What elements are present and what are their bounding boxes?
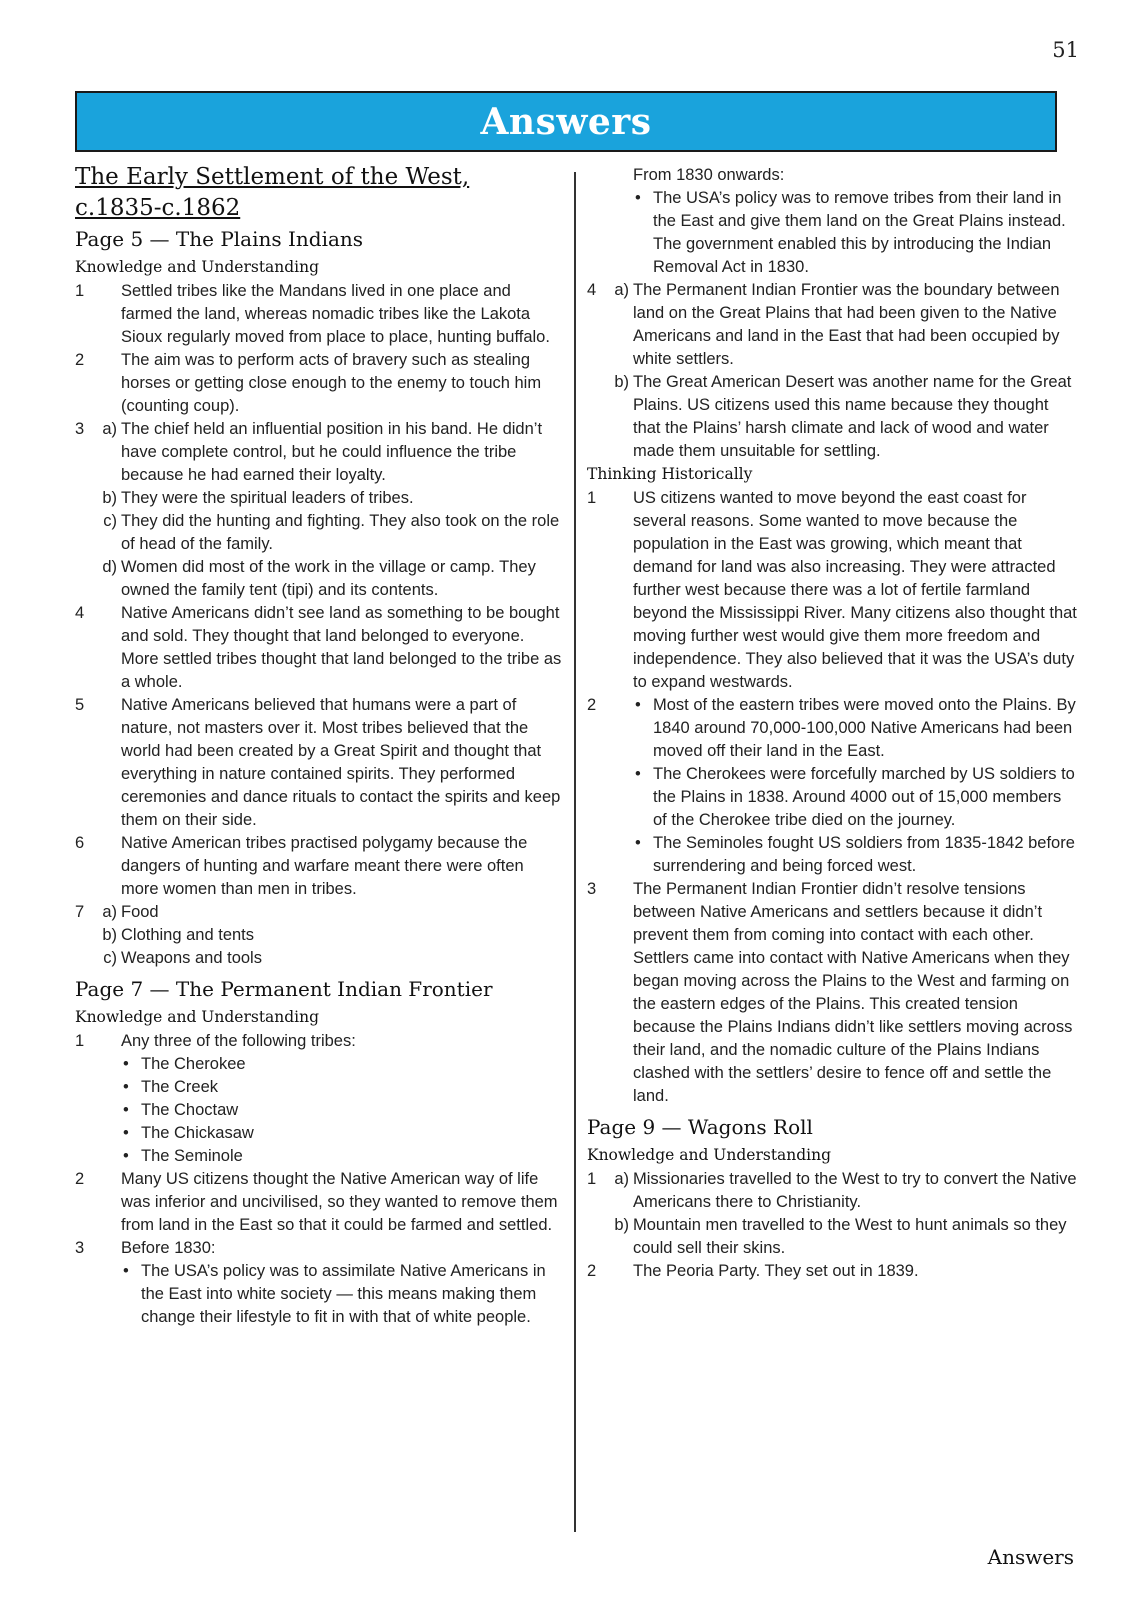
answer-text: The aim was to perform acts of bravery such as stealing horses or getting close enough to the enemy to touch him (counting coup). <box>121 351 542 415</box>
section-title-line2: c.1835-c.1862 <box>75 195 241 221</box>
answer-item <box>75 556 563 602</box>
answer-item <box>587 1168 1077 1214</box>
question-part: b) <box>614 1216 629 1234</box>
banner-title: Answers <box>480 100 652 143</box>
bullet-item: • The Choctaw <box>121 1099 563 1122</box>
answer-item <box>587 1214 1077 1260</box>
question-number: 1 <box>587 1170 597 1188</box>
answer-item <box>587 694 1077 878</box>
answer-item <box>587 878 1077 1108</box>
bullet-list <box>121 1260 563 1329</box>
question-part: b) <box>102 926 117 944</box>
answer-item <box>75 1237 563 1329</box>
page-7-heading: Page 7 — The Permanent Indian Frontier <box>75 977 493 1001</box>
question-part: a) <box>614 1170 629 1188</box>
bullet-item: • The USA’s policy was to remove tribes from their land in the East and give them land on the Great Plains instead. The government enabled this by introducing the Indian Removal Act in 1830. <box>633 187 1077 279</box>
answer-item <box>75 602 563 694</box>
bullet-item: • The Seminole <box>121 1145 563 1168</box>
answer-item <box>75 487 563 510</box>
answer-item <box>587 279 1077 371</box>
answer-item <box>75 510 563 556</box>
left-column <box>75 162 563 1329</box>
answer-item <box>75 1030 563 1168</box>
answer-text: Native Americans didn’t see land as something to be bought and sold. They thought that land belonged to everyone. More settled tribes thought that land belonged to the tribe as a whole. <box>121 604 562 691</box>
answer-item <box>75 280 563 349</box>
column-divider <box>574 172 576 1532</box>
question-part: a) <box>102 903 117 921</box>
answer-item <box>587 164 1077 279</box>
answer-item <box>75 832 563 901</box>
answer-text: Missionaries travelled to the West to try to convert the Native Americans there to Christianity. <box>633 1170 1077 1211</box>
question-number: 2 <box>587 1262 597 1280</box>
question-number: 6 <box>75 834 85 852</box>
question-number: 3 <box>75 420 85 438</box>
bullet-list <box>121 1053 563 1168</box>
footer-label: Answers <box>987 1545 1074 1569</box>
question-number: 1 <box>75 282 85 300</box>
answer-text: Settled tribes like the Mandans lived in one place and farmed the land, whereas nomadic tribes like the Lakota Sioux regularly moved from place to place, hunting buffalo. <box>121 282 550 346</box>
answer-item <box>587 487 1077 694</box>
question-number: 5 <box>75 696 85 714</box>
question-part: c) <box>103 512 117 530</box>
answer-text: The Peoria Party. They set out in 1839. <box>633 1262 919 1280</box>
question-number: 4 <box>75 604 85 622</box>
question-number: 7 <box>75 903 85 921</box>
answer-item <box>75 418 563 487</box>
question-part: a) <box>102 420 117 438</box>
knowledge-subheading: Knowledge and Understanding <box>75 1008 320 1026</box>
question-part: c) <box>103 949 117 967</box>
answer-text: Many US citizens thought the Native American way of life was inferior and uncivilised, so they wanted to remove them from land in the East so that it could be farmed and settled. <box>121 1170 558 1234</box>
answer-text: The Permanent Indian Frontier was the boundary between land on the Great Plains that had been given to the Native Americans and land in the East that had been occupied by white settlers. <box>633 281 1060 368</box>
bullet-item: • Most of the eastern tribes were moved onto the Plains. By 1840 around 70,000-100,000 Native Americans had been moved off their land in the East. <box>633 694 1077 763</box>
question-part: b) <box>102 489 117 507</box>
page-9-heading: Page 9 — Wagons Roll <box>587 1115 813 1139</box>
bullet-item: • The USA’s policy was to assimilate Native Americans in the East into white society — this means making them change their lifestyle to fit in with that of white people. <box>121 1260 563 1329</box>
question-number: 1 <box>587 489 597 507</box>
section-title-line1: The Early Settlement of the West, <box>75 164 470 190</box>
question-number: 2 <box>587 696 597 714</box>
bullet-list <box>633 694 1077 878</box>
answer-text: Before 1830: <box>121 1239 216 1257</box>
answer-text: Mountain men travelled to the West to hunt animals so they could sell their skins. <box>633 1216 1067 1257</box>
answer-text: US citizens wanted to move beyond the east coast for several reasons. Some wanted to move because the population in the East was growing, which meant that demand for land was also increasing. They were attracted further west because there was a lot of fertile farmland beyond the Mississippi River. Many citizens also thought that moving further west would give them more freedom and independence. They also believed that it was the USA’s duty to expand westwards. <box>633 489 1077 691</box>
answer-item <box>75 1168 563 1237</box>
bullet-item: • The Chickasaw <box>121 1122 563 1145</box>
answer-text: Native American tribes practised polygamy because the dangers of hunting and warfare meant there were often more women than men in tribes. <box>121 834 528 898</box>
answer-item <box>75 947 563 970</box>
question-number: 2 <box>75 351 85 369</box>
answer-text: Native Americans believed that humans were a part of nature, not masters over it. Most tribes believed that the world had been created by a Great Spirit and thought that everything in nature contained spirits. They performed ceremonies and dance rituals to contact the spirits and keep them on their side. <box>121 696 561 829</box>
answer-text: They were the spiritual leaders of tribes. <box>121 489 414 507</box>
question-number: 1 <box>75 1032 85 1050</box>
right-column <box>587 164 1077 1283</box>
bullet-item: • The Creek <box>121 1076 563 1099</box>
question-number: 3 <box>75 1239 85 1257</box>
page-number: 51 <box>1052 38 1079 62</box>
answers-banner <box>75 91 1057 152</box>
answer-text: The Permanent Indian Frontier didn’t resolve tensions between Native Americans and settlers because it didn’t prevent them from coming into contact with each other. Settlers came into contact with Native Americans when they began moving across the Plains to the West and farming on the eastern edges of the Plains. This created tension because the Plains Indians didn’t like settlers moving across their land, and the nomadic culture of the Plains Indians clashed with the settlers’ desire to fence off and settle the land. <box>633 880 1073 1105</box>
answer-text: Weapons and tools <box>121 949 262 967</box>
answer-item <box>587 371 1077 463</box>
question-part: b) <box>614 373 629 391</box>
question-part: a) <box>614 281 629 299</box>
answer-item <box>75 901 563 924</box>
answer-item <box>75 694 563 832</box>
answer-text: Any three of the following tribes: <box>121 1032 356 1050</box>
question-part: d) <box>102 558 117 576</box>
answer-text: Clothing and tents <box>121 926 255 944</box>
page-5-heading: Page 5 — The Plains Indians <box>75 227 364 251</box>
bullet-item: • The Seminoles fought US soldiers from 1835-1842 before surrendering and being forced west. <box>633 832 1077 878</box>
bullet-list <box>633 187 1077 279</box>
thinking-historically-subheading: Thinking Historically <box>587 465 753 483</box>
question-number: 2 <box>75 1170 85 1188</box>
answer-item <box>75 349 563 418</box>
bullet-item: • The Cherokees were forcefully marched by US soldiers to the Plains in 1838. Around 4000 out of 15,000 members of the Cherokee tribe died on the journey. <box>633 763 1077 832</box>
question-number: 3 <box>587 880 597 898</box>
answer-item <box>75 924 563 947</box>
answer-text: Women did most of the work in the village or camp. They owned the family tent (tipi) and its contents. <box>121 558 536 599</box>
answer-text: The chief held an influential position in his band. He didn’t have complete control, but he could influence the tribe because he had earned their loyalty. <box>121 420 543 484</box>
knowledge-subheading: Knowledge and Understanding <box>75 258 320 276</box>
question-number: 4 <box>587 281 597 299</box>
knowledge-subheading: Knowledge and Understanding <box>587 1146 832 1164</box>
answer-text: From 1830 onwards: <box>633 166 785 184</box>
answer-text: They did the hunting and fighting. They also took on the role of head of the family. <box>121 512 560 553</box>
answer-item <box>587 1260 1077 1283</box>
bullet-item: • The Cherokee <box>121 1053 563 1076</box>
answer-text: The Great American Desert was another name for the Great Plains. US citizens used this name because they thought that the Plains’ harsh climate and lack of wood and water made them unsuitable for settling. <box>633 373 1072 460</box>
answer-text: Food <box>121 903 159 921</box>
section-title <box>75 162 563 224</box>
